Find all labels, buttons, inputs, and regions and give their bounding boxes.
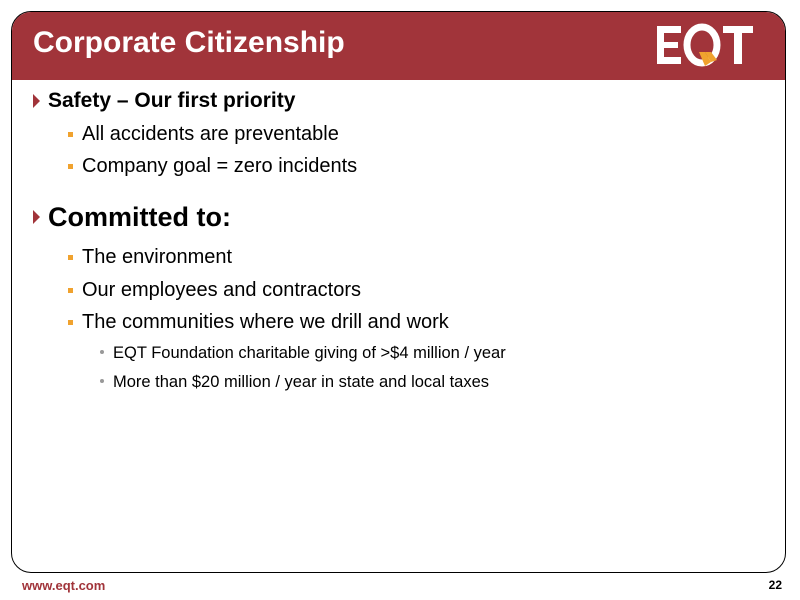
list-item (82, 122, 339, 146)
dot-bullet-icon (100, 379, 104, 383)
list-item (82, 310, 449, 334)
footer-url[interactable]: www.eqt.com (22, 578, 106, 593)
sub-list-item-text: EQT Foundation charitable giving of >$4 million / year (113, 344, 506, 362)
bullet-heading-safety (48, 89, 295, 113)
sub-list-item (113, 343, 506, 363)
page-number: 22 (768, 578, 782, 592)
bullet-heading-committed (48, 202, 231, 232)
square-bullet-icon (68, 255, 73, 260)
slide-frame (11, 11, 786, 573)
list-item-text: Our employees and contractors (82, 279, 362, 301)
bullet-heading-committed-text: Committed to: (48, 202, 231, 232)
square-bullet-icon (68, 320, 73, 325)
list-item-text: The environment (82, 246, 233, 268)
list-item (82, 278, 361, 302)
triangle-bullet-icon (33, 210, 40, 224)
list-item (82, 245, 232, 269)
list-item (82, 154, 357, 178)
list-item-text: The communities where we drill and work (82, 311, 449, 333)
sub-list-item (113, 372, 489, 392)
slide-content (12, 12, 785, 572)
sub-list-item-text: More than $20 million / year in state and local taxes (113, 373, 490, 391)
square-bullet-icon (68, 164, 73, 169)
dot-bullet-icon (100, 350, 104, 354)
triangle-bullet-icon (33, 94, 40, 108)
list-item-text: Company goal = zero incidents (82, 155, 358, 177)
bullet-heading-safety-text: Safety – Our first priority (48, 89, 296, 112)
square-bullet-icon (68, 132, 73, 137)
list-item-text: All accidents are preventable (82, 123, 339, 145)
square-bullet-icon (68, 288, 73, 293)
slide-title: Corporate Citizenship (33, 26, 345, 59)
